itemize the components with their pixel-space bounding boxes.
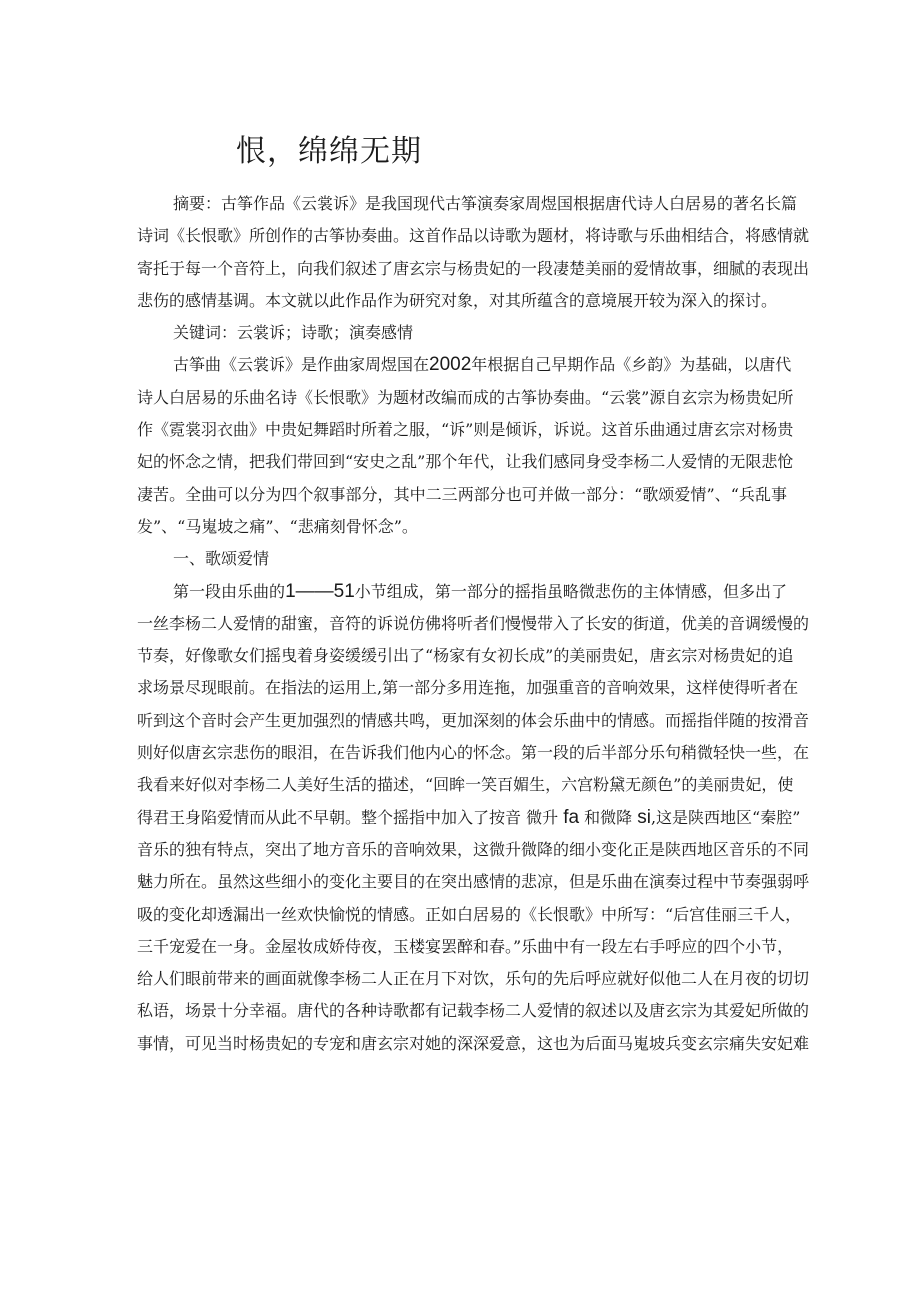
text-line: 则好似唐玄宗悲伤的眼泪，在告诉我们他内心的怀念。第一段的后半部分乐句稍微轻快一些，在 bbox=[137, 743, 810, 763]
text-line: 吸的变化却透漏出一丝欢快愉悦的情感。正如白居易的《长恨歌》中所写：“后宫佳丽三千人， bbox=[137, 904, 802, 924]
text-line: 悲伤的感情基调。本文就以此作品作为研究对象，对其所蕴含的意境展开较为深入的探讨。 bbox=[137, 290, 778, 310]
text-segment: 小节组成，第一部分的摇指虽略微悲伤的主体情感，但多出了 bbox=[354, 581, 787, 601]
text-line: 私语，场景十分幸福。唐代的各种诗歌都有记载李杨二人爱情的叙述以及唐玄宗为其爱妃所做的 bbox=[137, 1001, 810, 1021]
text-line: 妃的怀念之情，把我们带回到“安史之乱”那个年代，让我们感同身受李杨二人爱情的无限悲怆 bbox=[137, 452, 794, 472]
text-line bbox=[137, 349, 792, 381]
text-line: 关键词：云裳诉；诗歌；演奏感情 bbox=[173, 323, 414, 343]
text-line: 摘要：古筝作品《云裳诉》是我国现代古筝演奏家周煜国根据唐代诗人白居易的著名长篇 bbox=[173, 194, 798, 213]
document-title: 恨，绵绵无期 bbox=[236, 134, 422, 169]
text-line: 魅力所在。虽然这些细小的变化主要目的在突出感情的悲凉，但是乐曲在演奏过程中节奏强弱呼 bbox=[137, 872, 810, 892]
text-line: 给人们眼前带来的画面就像李杨二人正在月下对饮，乐句的先后呼应就好似他二人在月夜的切切 bbox=[137, 969, 810, 989]
text-line: 作《霓裳羽衣曲》中贵妃舞蹈时所着之服，“诉”则是倾诉，诉说。这首乐曲通过唐玄宗对杨贵 bbox=[137, 420, 794, 440]
text-line: 诗人白居易的乐曲名诗《长恨歌》为题材改编而成的古筝协奏曲。“云裳”源自玄宗为杨贵妃所 bbox=[137, 387, 794, 407]
text-line: 求场景尽现眼前。在指法的运用上,第一部分多用连拖，加强重音的音响效果，这样使得听者在 bbox=[137, 678, 799, 698]
text-line: 我看来好似对李杨二人美好生活的描述，“回眸一笑百媚生，六宫粉黛无颜色”的美丽贵妃，使 bbox=[137, 775, 794, 795]
text-line: 听到这个音时会产生更加强烈的情感共鸣，更加深刻的体会乐曲中的情感。而摇指伴随的按滑音 bbox=[137, 710, 810, 730]
text-segment: 古筝曲《云裳诉》是作曲家周煜国在 bbox=[173, 355, 430, 375]
text-line: 音乐的独有特点，突出了地方音乐的音响效果，这微升微降的细小变化正是陕西地区音乐的不同 bbox=[137, 839, 810, 859]
text-segment: 和微降 bbox=[579, 807, 638, 827]
inline-number: si bbox=[637, 806, 651, 828]
text-line bbox=[137, 576, 787, 608]
text-segment: 第一段由乐曲的 bbox=[173, 581, 286, 601]
text-segment: ,这是陕西地区“秦腔” bbox=[650, 807, 801, 827]
inline-number: 1——51 bbox=[285, 580, 355, 602]
text-line: 节奏，好像歌女们摇曳着身姿缓缓引出了“杨家有女初长成”的美丽贵妃，唐玄宗对杨贵妃的追 bbox=[137, 646, 794, 666]
inline-number: 2002 bbox=[429, 354, 472, 376]
text-line: 寄托于每一个音符上，向我们叙述了唐玄宗与杨贵妃的一段凄楚美丽的爱情故事，细腻的表现出 bbox=[137, 258, 810, 278]
text-line: 诗词《长恨歌》所创作的古筝协奏曲。这首作品以诗歌为题材，将诗歌与乐曲相结合，将感情就 bbox=[137, 226, 810, 246]
text-line: 事情，可见当时杨贵妃的专宠和唐玄宗对她的深深爱意，这也为后面马嵬坡兵变玄宗痛失安妃难 bbox=[137, 1033, 810, 1053]
text-line bbox=[137, 802, 801, 834]
text-line: 三千宠爱在一身。金屋妆成娇侍夜，玉楼宴罢醉和春。”乐曲中有一段左右手呼应的四个小节， bbox=[137, 936, 794, 956]
text-segment: 得君王身陷爱情而从此不早朝。整个摇指中加入了按音 微升 bbox=[137, 807, 564, 827]
inline-number: fa bbox=[563, 806, 580, 828]
text-line: 发”、“马嵬坡之痛”、“悲痛刻骨怀念”。 bbox=[137, 516, 418, 536]
text-line: 一丝李杨二人爱情的甜蜜，音符的诉说仿佛将听者们慢慢带入了长安的街道，优美的音调缓慢的 bbox=[137, 613, 810, 633]
document-body bbox=[137, 188, 810, 1060]
text-segment: 年根据自己早期作品《乡韵》为基础，以唐代 bbox=[471, 355, 792, 375]
text-line: 凄苦。全曲可以分为四个叙事部分，其中二三两部分也可并做一部分：“歌颂爱情”、“兵乱事 bbox=[137, 484, 787, 504]
text-line: 一、歌颂爱情 bbox=[173, 549, 270, 569]
